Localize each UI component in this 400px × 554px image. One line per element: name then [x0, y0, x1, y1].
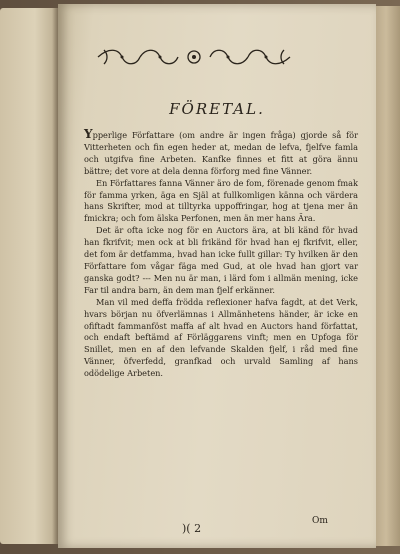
- drop-cap: Y: [84, 127, 93, 141]
- paragraph-4: Man vil med deffa frödda reflexioner hafva fagdt, at det Verk, hvars början nu öfverlämnas i Allmänhetens händer, är icke en ofiftadt fammanföst maffa af alt hvad en Auctors hand författat, och endaft beftämd af Förläggarens vinft; men en Upfoga för Snillet, men en af den lefvande Skalden fjelf, i råd med fine Vänner, öfverfedd, granfkad och urvald Samling af hans odödelige Arbeten.: [84, 296, 358, 379]
- signature-mark: )( 2: [182, 522, 202, 535]
- preface-text: [84, 129, 358, 380]
- catchword: Om: [312, 516, 328, 526]
- paragraph-2: En Författares fanna Vänner äro de fom, förenade genom fmak för famma yrken, äga en Själ at fullkomligen känna och värdera hans Skrifter, mod at tilltyrka uppoffringar, hog at tjena mer än fmickra; och fom älska Perfonen, men än mer hans Ära.: [84, 177, 358, 224]
- ornamental-headpiece: [94, 44, 294, 70]
- paragraph-3: Det är ofta icke nog för en Auctors ära, at bli känd för hvad han fkrifvit; men ock at bli frikänd för hvad han ej fkrifvit, eller, det fom är detfamma, hvad han icke fullt gillar: Ty hvilken är den Författare fom vågar fäga med Gud, at ole hvad han gjort var ganska godt? --- Men nu är man, i lärd fom i allmän mening, icke Far til andra barn, än dem man fjelf erkänner.: [84, 225, 358, 295]
- left-page-edge: [0, 8, 58, 544]
- right-page-edge: [372, 6, 400, 546]
- paragraph-1: Ypperlige Författare (om andre är ingen fråga) gjorde så för Vitterheten och fin egen heder at, medan de lefva, fjelfve famla och utgifva fine Arbeten. Kanfke finnes et fitt at göra ännu bättre; det vore at dela denna förforg med fine Vänner.: [84, 127, 358, 176]
- page-title: FÖRETAL.: [169, 100, 265, 118]
- book-page: [58, 4, 376, 548]
